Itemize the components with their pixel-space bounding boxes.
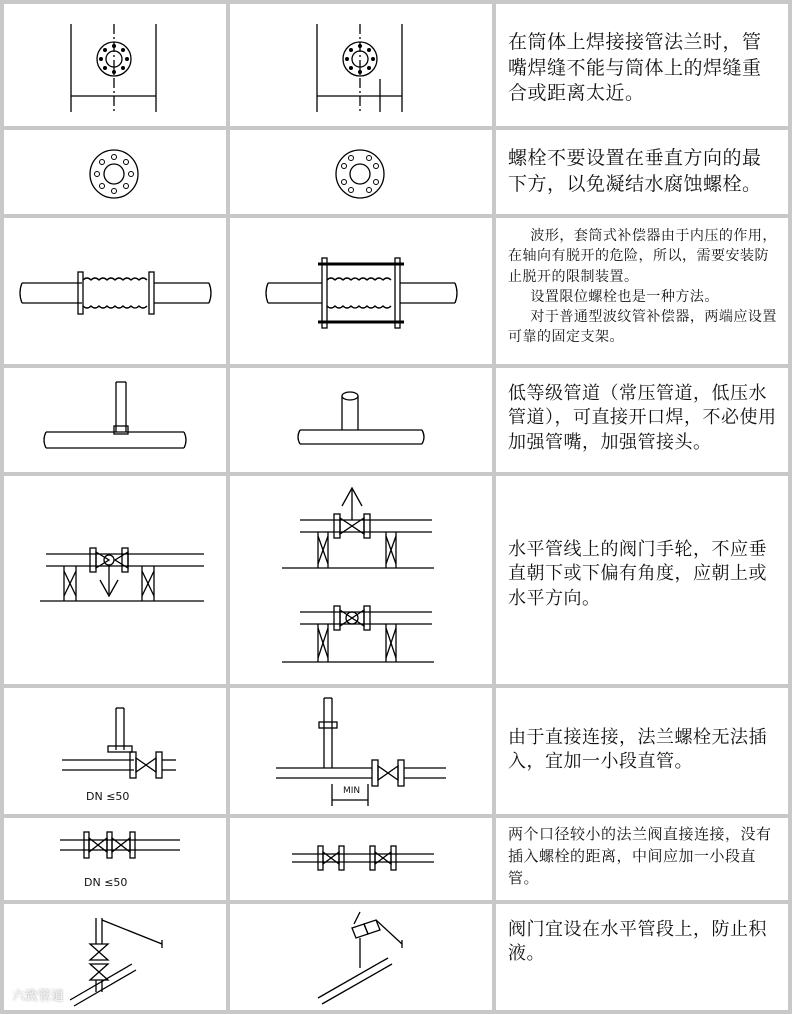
expansion-joint-correct-diagram <box>230 218 492 364</box>
row7-note: 两个口径较小的法兰阀直接连接，没有插入螺栓的距离，中间应加一小段直管。 <box>508 825 772 887</box>
branch-weld-diagram <box>4 368 226 472</box>
valve-handwheel-correct-diagram <box>230 476 492 684</box>
row3-note-line: 对于普通型波纹管补偿器，两端应设置可靠的固定支架。 <box>508 309 777 346</box>
row8-note: 阀门宜设在水平管段上，防止积液。 <box>508 919 767 965</box>
row3-wrong-drawing <box>4 218 226 364</box>
row6-right-drawing <box>230 688 492 814</box>
row4-right-drawing <box>230 368 492 472</box>
row1-right-drawing <box>230 4 492 126</box>
expansion-joint-wrong-diagram <box>4 218 226 364</box>
row1-wrong-drawing <box>4 4 226 126</box>
valve-handwheel-wrong-diagram <box>4 476 226 684</box>
row7-right-drawing <box>230 818 492 900</box>
row7-wrong-drawing <box>4 818 226 900</box>
row3-right-drawing <box>230 218 492 364</box>
row8-right-drawing <box>230 904 492 1010</box>
row5-right-drawing <box>230 476 492 684</box>
row8-note-cell <box>496 904 788 1010</box>
flange-bolt-correct-diagram <box>230 130 492 214</box>
watermark: 六致管道 <box>12 989 65 1004</box>
row6-note-cell <box>496 688 788 814</box>
row5-wrong-drawing <box>4 476 226 684</box>
row6-note: 由于直接连接，法兰螺栓无法插入，宜加一小段直管。 <box>508 727 767 773</box>
row4-note-cell <box>496 368 788 472</box>
row1-note: 在筒体上焊接接管法兰时，管嘴焊缝不能与筒体上的焊缝重合或距离太近。 <box>508 31 762 105</box>
row5-note: 水平管线上的阀门手轮，不应垂直朝下或下偏有角度，应朝上或水平方向。 <box>508 539 767 609</box>
valve-horizontal-correct-diagram <box>230 904 492 1010</box>
flange-valve-elbow-correct-diagram <box>230 688 492 814</box>
dn-label: DN ≤50 <box>84 876 128 889</box>
row5-note-cell <box>496 476 788 684</box>
row7-note-cell <box>496 818 788 900</box>
row3-note <box>508 226 780 348</box>
shell-nozzle-wrong-diagram <box>4 4 226 126</box>
double-valve-correct-diagram <box>230 818 492 900</box>
row2-note: 螺栓不要设置在垂直方向的最下方，以免凝结水腐蚀螺栓。 <box>508 147 762 195</box>
row1-note-cell <box>496 4 788 126</box>
row2-wrong-drawing <box>4 130 226 214</box>
row8-wrong-drawing <box>4 904 226 1010</box>
row4-note: 低等级管道（常压管道，低压水管道），可直接开口焊，不必使用加强管嘴，加强管接头。 <box>508 383 777 453</box>
dn-label: DN ≤50 <box>86 790 130 803</box>
flange-bolt-wrong-diagram <box>4 130 226 214</box>
row3-note-cell <box>496 218 788 364</box>
row3-note-line: 设置限位螺栓也是一种方法。 <box>530 288 719 305</box>
row6-wrong-drawing <box>4 688 226 814</box>
shell-nozzle-correct-diagram <box>230 4 492 126</box>
row4-wrong-drawing <box>4 368 226 472</box>
min-label: MIN <box>343 786 361 796</box>
branch-direct-weld-diagram <box>230 368 492 472</box>
row2-note-cell <box>496 130 788 214</box>
row2-right-drawing <box>230 130 492 214</box>
row3-note-line: 波形，套筒式补偿器由于内压的作用，在轴向有脱开的危险，所以，需要安装防止脱开的限制装置。 <box>508 228 777 285</box>
